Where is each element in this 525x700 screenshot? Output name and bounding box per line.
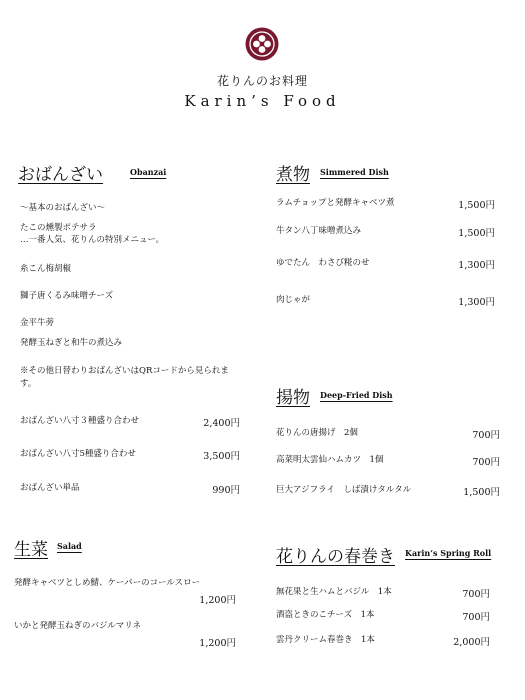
salad-heading-en: Salad bbox=[57, 541, 82, 551]
spring-roll-item-name: 酒盗ときのこチーズ 1本 bbox=[276, 610, 375, 620]
obanzai-set-name: おばんざい八寸３種盛り合わせ bbox=[20, 416, 140, 426]
obanzai-qr-note-cont: す。 bbox=[20, 379, 37, 389]
salad-item-price: 1,200円 bbox=[199, 595, 236, 606]
salad-item-name: 発酵キャベツとしめ鯖、ケーパーのコールスロー bbox=[14, 578, 201, 588]
obanzai-item: たこの燻製ポテサラ bbox=[20, 223, 97, 233]
fried-item-name: 花りんの唐揚げ 2個 bbox=[276, 428, 358, 438]
spring-roll-item-price: 700円 bbox=[462, 612, 490, 623]
simmered-item-price: 1,500円 bbox=[458, 200, 495, 211]
obanzai-item: 金平牛蒡 bbox=[20, 318, 55, 328]
simmered-heading-en: Simmered Dish bbox=[320, 167, 389, 177]
spring-roll-heading-en: Karin’s Spring Roll bbox=[405, 548, 492, 558]
spring-roll-item-price: 2,000円 bbox=[453, 637, 490, 648]
karin-logo-icon bbox=[245, 27, 279, 61]
fried-item-price: 700円 bbox=[472, 457, 500, 468]
simmered-item-price: 1,300円 bbox=[458, 297, 495, 308]
obanzai-item: 発酵玉ねぎと和牛の煮込み bbox=[20, 338, 123, 348]
obanzai-set-price: 3,500円 bbox=[203, 451, 240, 462]
simmered-heading: 煮物 bbox=[276, 165, 310, 185]
simmered-item-name: ラムチョップと発酵キャベツ煮 bbox=[276, 198, 395, 208]
obanzai-set-name: おばんざい単品 bbox=[20, 483, 80, 493]
obanzai-note: ～基本のおばんざい～ bbox=[20, 203, 106, 213]
obanzai-heading-en: Obanzai bbox=[130, 167, 167, 177]
fried-item-price: 1,500円 bbox=[463, 487, 500, 498]
fried-item-price: 700円 bbox=[472, 430, 500, 441]
fried-heading-en: Deep-Fried Dish bbox=[320, 390, 393, 400]
obanzai-qr-note: ※その他日替わりおばんざいはQRコードから見られま bbox=[20, 366, 229, 376]
fried-item-name: 高菜明太雲仙ハムカツ 1個 bbox=[276, 455, 384, 465]
obanzai-set-price: 990円 bbox=[212, 485, 240, 496]
obanzai-item: 獅子唐くるみ味噌チーズ bbox=[20, 291, 114, 301]
page-title-ja: 花りんのお料理 bbox=[216, 74, 308, 88]
obanzai-set-price: 2,400円 bbox=[203, 418, 240, 429]
obanzai-item-desc: …一番人気、花りんの特別メニュー。 bbox=[20, 235, 165, 245]
simmered-item-name: 肉じゃが bbox=[276, 295, 311, 305]
page-title-en: Karin’s Food bbox=[184, 92, 341, 110]
spring-roll-item-price: 700円 bbox=[462, 589, 490, 600]
simmered-item-name: ゆでたん わさび糀のせ bbox=[276, 258, 370, 268]
salad-item-name: いかと発酵玉ねぎのバジルマリネ bbox=[14, 621, 142, 631]
obanzai-heading: おばんざい bbox=[18, 165, 103, 185]
salad-heading: 生菜 bbox=[14, 540, 48, 560]
obanzai-item: 糸こん梅胡椒 bbox=[20, 264, 72, 274]
fried-heading: 揚物 bbox=[276, 388, 310, 408]
simmered-item-price: 1,300円 bbox=[458, 260, 495, 271]
obanzai-set-name: おばんざい八寸5種盛り合わせ bbox=[20, 449, 136, 459]
spring-roll-item-name: 雲丹クリーム春巻き 1本 bbox=[276, 635, 375, 645]
fried-item-name: 巨大アジフライ しば漬けタルタル bbox=[276, 485, 412, 495]
spring-roll-heading: 花りんの春巻き bbox=[276, 547, 395, 567]
simmered-item-price: 1,500円 bbox=[458, 228, 495, 239]
salad-item-price: 1,200円 bbox=[199, 638, 236, 649]
simmered-item-name: 牛タン八丁味噌煮込み bbox=[276, 226, 362, 236]
spring-roll-item-name: 無花果と生ハムとバジル 1本 bbox=[276, 587, 392, 597]
